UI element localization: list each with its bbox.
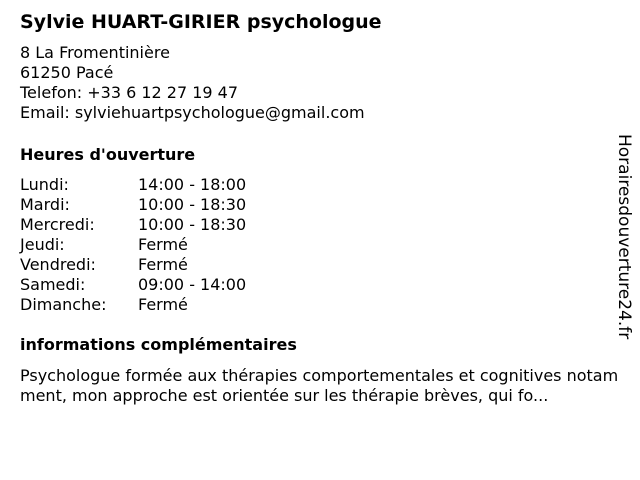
hours-row	[20, 235, 630, 255]
contact-block	[20, 43, 630, 123]
hours-time: 10:00 - 18:30	[138, 195, 247, 214]
site-watermark: Horairesdouverture24.fr	[614, 134, 634, 340]
hours-day: Vendredi:	[20, 255, 96, 274]
hours-time: 10:00 - 18:30	[138, 215, 247, 234]
hours-time: 14:00 - 18:00	[138, 175, 247, 194]
street-address: 8 La Fromentinière	[20, 43, 170, 62]
business-card	[20, 8, 630, 406]
hours-row	[20, 175, 630, 195]
additional-info-title: informations complémentaires	[20, 335, 297, 354]
hours-row	[20, 295, 630, 315]
hours-day: Dimanche:	[20, 295, 107, 314]
city-address: 61250 Pacé	[20, 63, 114, 82]
email-address: Email: sylviehuartpsychologue@gmail.com	[20, 103, 365, 122]
additional-info-text: Psychologue formée aux thérapies comportementales et cognitives notamment, mon approche est orientée sur les thérapie brèves, qui fo...	[20, 366, 619, 405]
opening-hours-title: Heures d'ouverture	[20, 145, 196, 164]
hours-day: Jeudi:	[20, 235, 65, 254]
hours-day: Mardi:	[20, 195, 70, 214]
hours-row	[20, 255, 630, 275]
hours-day: Lundi:	[20, 175, 69, 194]
opening-hours-table	[20, 175, 630, 315]
hours-row	[20, 195, 630, 215]
hours-time: Fermé	[138, 295, 188, 314]
hours-time: 09:00 - 14:00	[138, 275, 247, 294]
hours-row	[20, 275, 630, 295]
hours-time: Fermé	[138, 235, 188, 254]
hours-time: Fermé	[138, 255, 188, 274]
phone-number: Telefon: +33 6 12 27 19 47	[20, 83, 239, 102]
hours-row	[20, 215, 630, 235]
hours-day: Mercredi:	[20, 215, 95, 234]
business-name: Sylvie HUART-GIRIER psychologue	[20, 11, 382, 33]
hours-day: Samedi:	[20, 275, 86, 294]
